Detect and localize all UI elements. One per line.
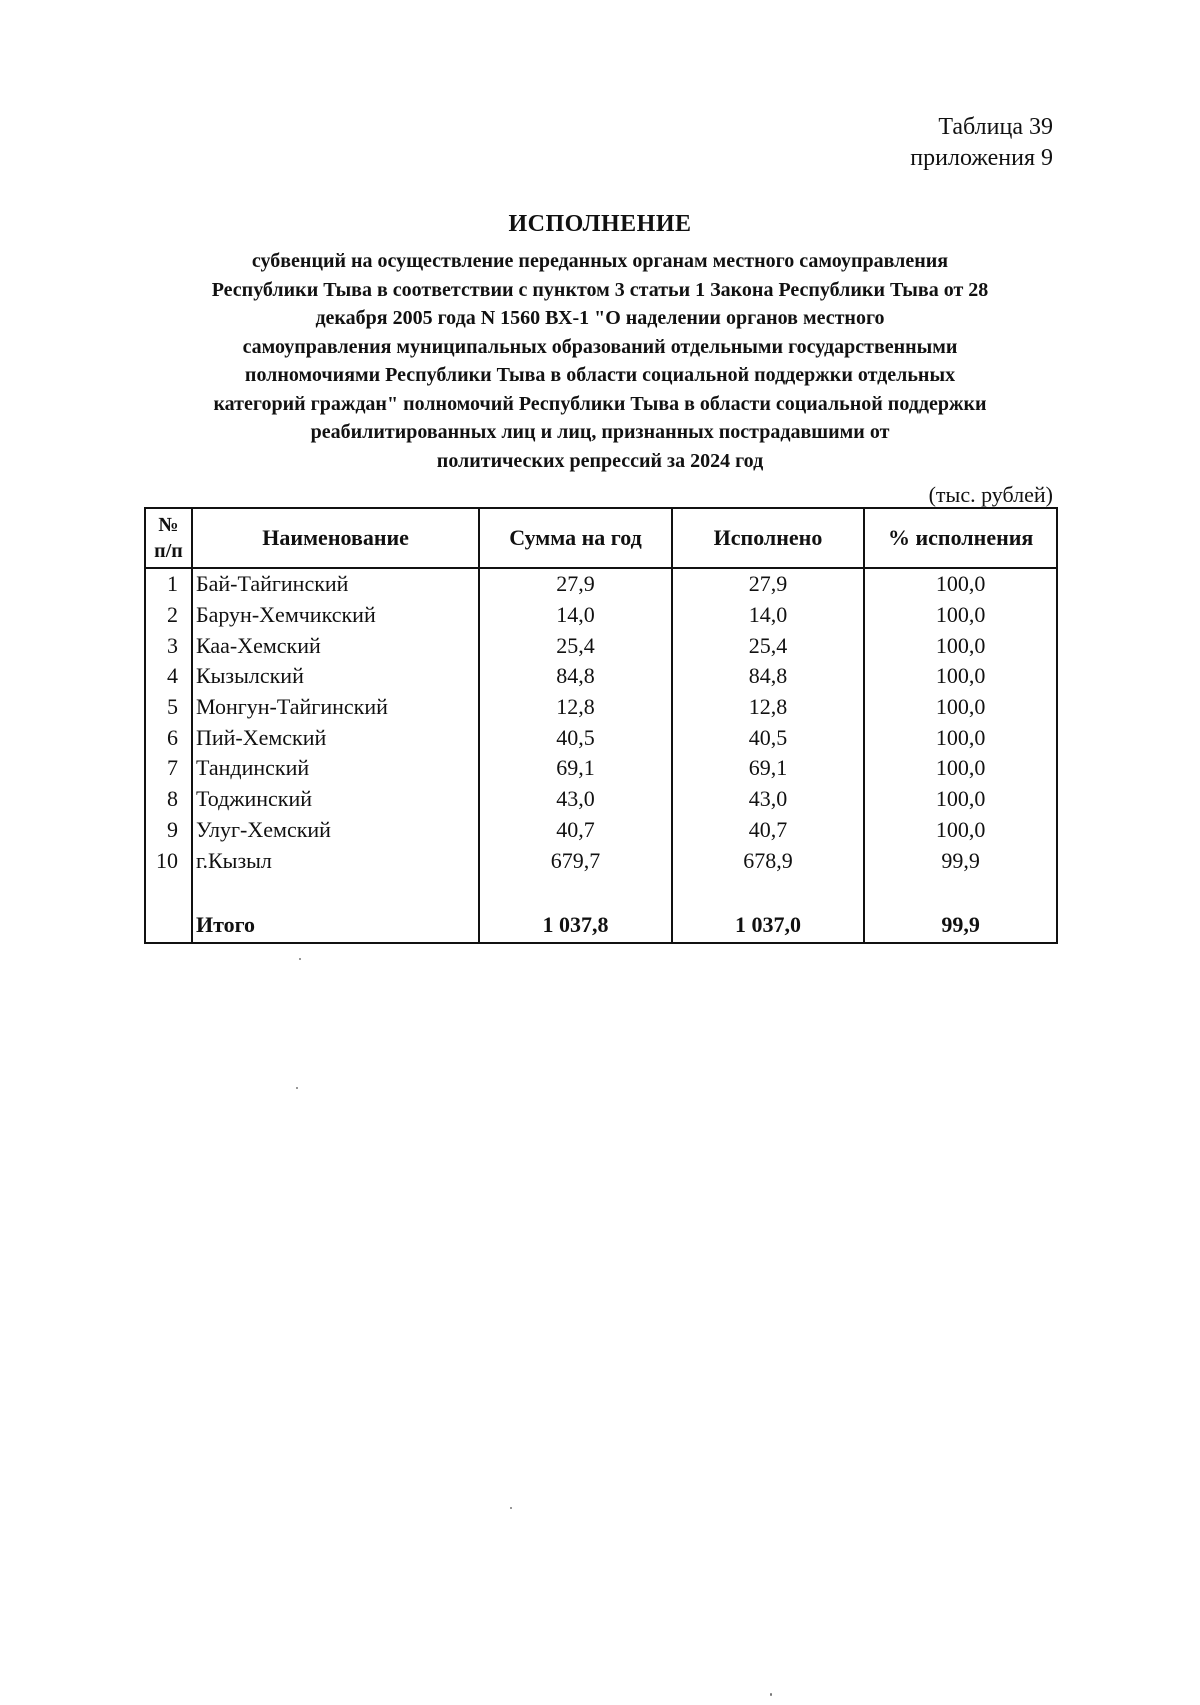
table-row — [145, 661, 1057, 692]
row-sum: 69,1 — [479, 753, 671, 784]
table-row — [145, 692, 1057, 723]
total-label: Итого — [192, 908, 479, 943]
row-num: 4 — [145, 661, 192, 692]
row-done: 84,8 — [672, 661, 865, 692]
row-pct: 100,0 — [864, 815, 1057, 846]
row-name: Бай-Тайгинский — [192, 568, 479, 600]
total-sum: 1 037,8 — [479, 908, 671, 943]
row-pct: 100,0 — [864, 600, 1057, 631]
row-pct: 100,0 — [864, 661, 1057, 692]
row-name: г.Кызыл — [192, 845, 479, 876]
table-row — [145, 722, 1057, 753]
table-row — [145, 784, 1057, 815]
row-done: 27,9 — [672, 568, 865, 600]
row-sum: 14,0 — [479, 600, 671, 631]
row-pct: 99,9 — [864, 845, 1057, 876]
table-body — [145, 568, 1057, 943]
header-done: Исполнено — [672, 508, 865, 568]
subtitle-line: полномочиями Республики Тыва в области социальной поддержки отдельных — [244, 364, 956, 386]
subtitle-line: Республики Тыва в соответствии с пунктом 3 статьи 1 Закона Республики Тыва от 28 — [211, 278, 989, 301]
row-name: Пий-Хемский — [192, 722, 479, 753]
row-done: 678,9 — [672, 845, 865, 876]
row-num: 9 — [145, 815, 192, 846]
row-sum: 679,7 — [479, 845, 671, 876]
row-pct: 100,0 — [864, 692, 1057, 723]
row-sum: 27,9 — [479, 568, 671, 600]
row-sum: 40,7 — [479, 815, 671, 846]
table-header-row — [145, 508, 1057, 568]
subtitle-line: субвенций на осуществление переданных органам местного самоуправления — [251, 250, 949, 272]
scan-speck — [296, 1087, 298, 1089]
units-label: (тыс. рублей) — [928, 482, 1053, 507]
row-pct: 100,0 — [864, 568, 1057, 600]
spacer-row — [145, 876, 1057, 908]
row-done: 25,4 — [672, 630, 865, 661]
total-pct: 99,9 — [864, 908, 1057, 943]
row-pct: 100,0 — [864, 722, 1057, 753]
scan-speck — [510, 1507, 512, 1509]
header-name: Наименование — [192, 508, 479, 568]
execution-table — [144, 507, 1058, 944]
row-num: 3 — [145, 630, 192, 661]
table-row — [145, 815, 1057, 846]
row-sum: 12,8 — [479, 692, 671, 723]
table-row — [145, 753, 1057, 784]
row-sum: 43,0 — [479, 784, 671, 815]
row-sum: 40,5 — [479, 722, 671, 753]
row-num: 10 — [145, 845, 192, 876]
table-ref-line1: Таблица 39 — [938, 114, 1053, 140]
subtitle-line: категорий граждан" полномочий Республики Тыва в области социальной поддержки — [213, 392, 987, 415]
row-num: 7 — [145, 753, 192, 784]
header-num: № п/п — [145, 508, 192, 568]
row-pct: 100,0 — [864, 784, 1057, 815]
row-done: 12,8 — [672, 692, 865, 723]
header-sum: Сумма на год — [479, 508, 671, 568]
row-name: Монгун-Тайгинский — [192, 692, 479, 723]
table-row — [145, 568, 1057, 600]
table-reference — [910, 112, 1053, 174]
table-row — [145, 630, 1057, 661]
subtitle-line: реабилитированных лиц и лиц, признанных пострадавшими от — [310, 421, 890, 443]
document-subtitle — [150, 247, 1050, 475]
row-done: 14,0 — [672, 600, 865, 631]
row-name: Тандинский — [192, 753, 479, 784]
total-done: 1 037,0 — [672, 908, 865, 943]
header-pct: % исполнения — [864, 508, 1057, 568]
row-name: Тоджинский — [192, 784, 479, 815]
row-name: Улуг-Хемский — [192, 815, 479, 846]
row-name: Кызылский — [192, 661, 479, 692]
row-done: 40,5 — [672, 722, 865, 753]
row-num: 6 — [145, 722, 192, 753]
table-row — [145, 845, 1057, 876]
scan-speck — [770, 1693, 772, 1696]
row-name: Барун-Хемчикский — [192, 600, 479, 631]
row-done: 40,7 — [672, 815, 865, 846]
row-num: 2 — [145, 600, 192, 631]
row-sum: 25,4 — [479, 630, 671, 661]
row-done: 43,0 — [672, 784, 865, 815]
row-num: 8 — [145, 784, 192, 815]
row-pct: 100,0 — [864, 753, 1057, 784]
row-num: 5 — [145, 692, 192, 723]
row-num: 1 — [145, 568, 192, 600]
row-done: 69,1 — [672, 753, 865, 784]
total-row — [145, 908, 1057, 943]
table-row — [145, 600, 1057, 631]
subtitle-line: декабря 2005 года N 1560 ВХ-1 "О наделении органов местного — [315, 307, 885, 329]
row-sum: 84,8 — [479, 661, 671, 692]
row-name: Каа-Хемский — [192, 630, 479, 661]
table-ref-line2: приложения 9 — [910, 145, 1053, 171]
subtitle-line: политических репрессий за 2024 год — [436, 449, 764, 472]
row-pct: 100,0 — [864, 630, 1057, 661]
document-title: ИСПОЛНЕНИЕ — [508, 211, 692, 237]
total-num — [145, 908, 192, 943]
subtitle-line: самоуправления муниципальных образований отдельными государственными — [242, 335, 958, 358]
scan-speck — [299, 958, 301, 960]
